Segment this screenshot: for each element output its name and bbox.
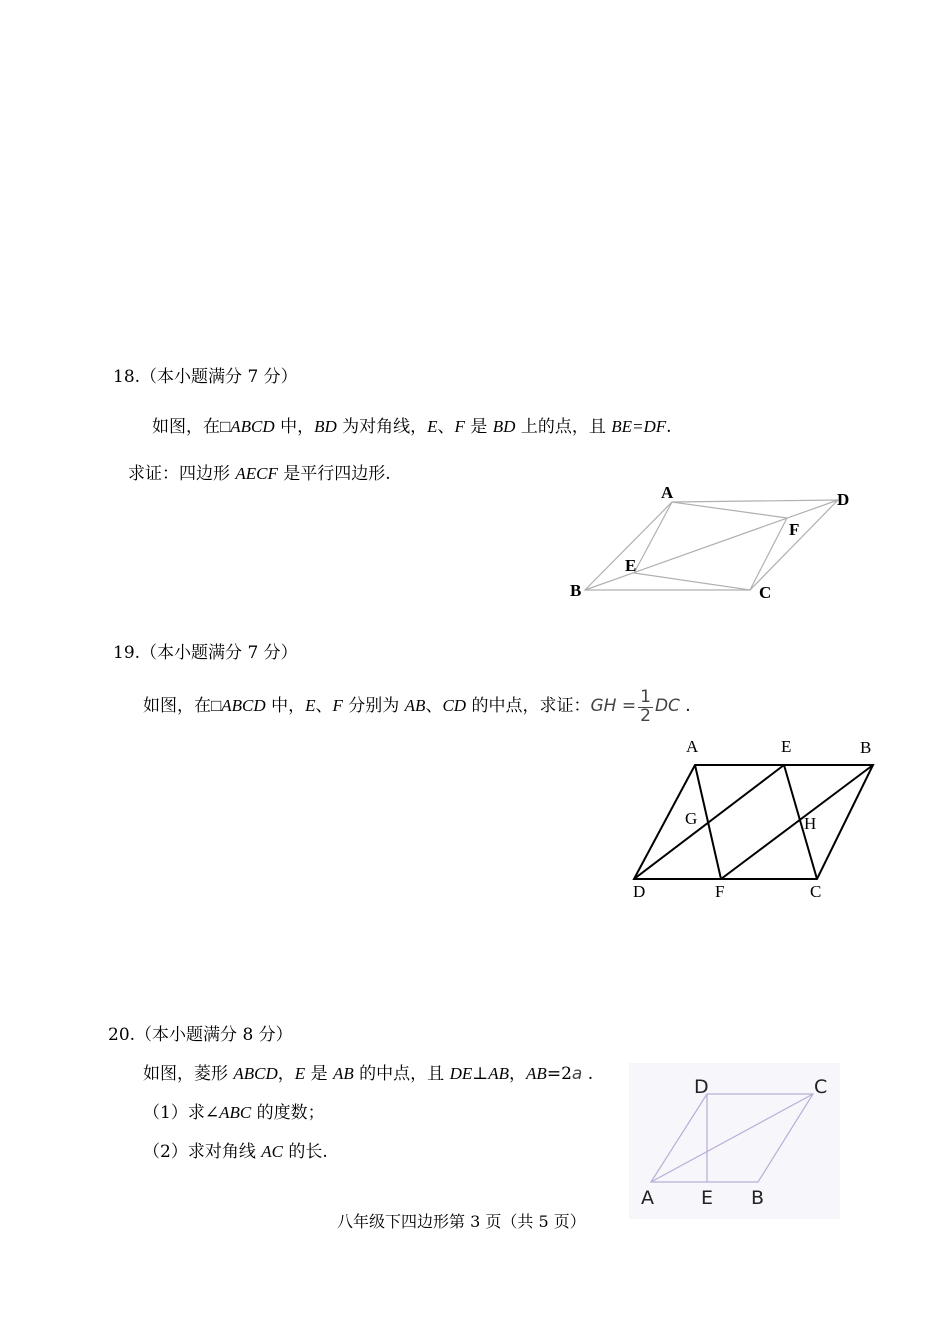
q20-part1: （1）求∠ABC 的度数；: [143, 1103, 325, 1123]
q20-header: 20.（本小题满分 8 分）: [108, 1025, 293, 1045]
q18-statement: 如图，在□ABCD 中，BD 为对角线，E、F 是 BD 上的点，且 BE=DF.: [152, 417, 672, 437]
label-h: H: [804, 814, 817, 833]
label-e: E: [781, 737, 792, 756]
label-f: F: [789, 520, 800, 539]
q20-figure: [629, 1063, 840, 1219]
diagonal-bd: [585, 500, 838, 590]
segment-fb: [721, 765, 873, 879]
label-b: B: [570, 581, 582, 600]
label-f: F: [715, 882, 725, 901]
q19-figure: [625, 735, 885, 905]
quadrilateral-aecf: [634, 502, 787, 590]
q18-figure-lines: [585, 500, 838, 590]
q19-statement: 如图，在□ABCD 中，E、F 分别为 AB、CD 的中点，求证：GH = $\frac{1}{2}$ DC .: [143, 686, 691, 726]
q18-figure: [560, 478, 860, 600]
label-a: A: [661, 483, 674, 502]
label-b: B: [751, 1187, 765, 1209]
label-e: E: [701, 1187, 714, 1209]
q19-figure-lines: [634, 765, 873, 879]
label-b: B: [860, 738, 872, 757]
label-g: G: [685, 809, 698, 828]
q20-part2: （2）求对角线 AC 的长.: [143, 1142, 328, 1162]
label-d: D: [694, 1076, 709, 1098]
label-e: E: [625, 556, 637, 575]
parallelogram-abcd: [634, 765, 873, 879]
figure-background: [629, 1063, 840, 1219]
q20-statement: 如图，菱形 ABCD，E 是 AB 的中点，且 DE⊥AB，AB=2a .: [143, 1064, 594, 1084]
segment-de: [634, 765, 784, 879]
label-a: A: [641, 1187, 654, 1209]
page-footer: 八年级下四边形第 3 页（共 5 页）: [337, 1212, 586, 1231]
label-c: C: [810, 882, 822, 901]
label-a: A: [686, 737, 699, 756]
q18-header: 18.（本小题满分 7 分）: [113, 367, 298, 387]
label-c: C: [814, 1076, 828, 1098]
label-c: C: [759, 583, 772, 600]
label-d: D: [633, 882, 646, 901]
fraction-one-half: $\frac{1}{2}$: [640, 686, 651, 726]
q18-prove: 求证：四边形 AECF 是平行四边形.: [128, 464, 391, 484]
label-d: D: [837, 490, 850, 509]
q19-header: 19.（本小题满分 7 分）: [113, 643, 298, 663]
